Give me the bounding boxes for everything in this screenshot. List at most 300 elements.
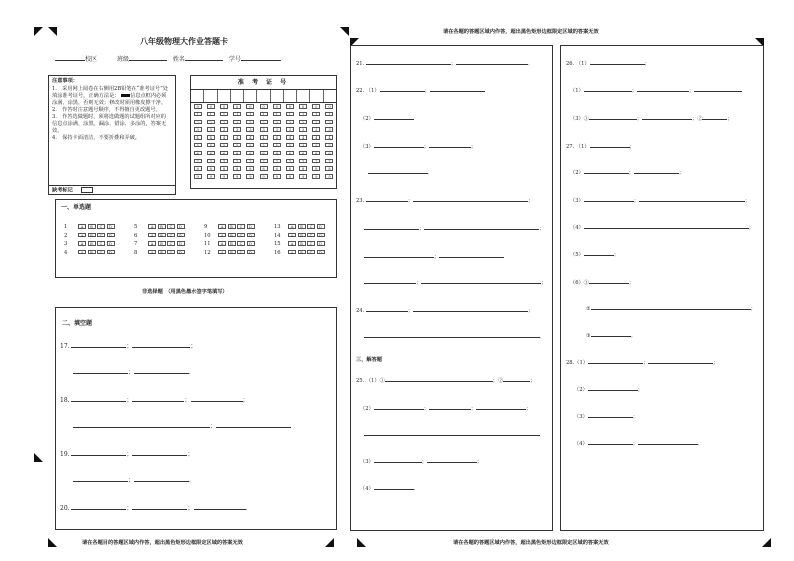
option-bubble[interactable]: A	[148, 241, 156, 246]
ticket-digit-bubble[interactable]: 7	[312, 159, 320, 164]
option-bubble[interactable]: C	[307, 250, 315, 255]
ticket-digit-bubble[interactable]: 4	[233, 135, 241, 140]
q22-blank-4[interactable]	[374, 141, 424, 148]
corner-mark-top-left-2	[48, 27, 57, 36]
ticket-digit-bubble[interactable]: 5	[233, 143, 241, 148]
right-answer-box	[560, 45, 764, 531]
ticket-digit-bubble[interactable]: 1	[220, 112, 228, 117]
option-bubble[interactable]: A	[78, 250, 86, 255]
ticket-digit-bubble[interactable]: 7	[299, 159, 307, 164]
q27-blank-8[interactable]	[589, 277, 629, 284]
option-bubble[interactable]: C	[307, 224, 315, 229]
q25-blank-2[interactable]	[503, 375, 530, 382]
ticket-digit-bubble[interactable]: 3	[220, 127, 228, 132]
q27-blank-7[interactable]	[584, 249, 614, 256]
q19-blank-3[interactable]	[73, 475, 128, 482]
option-bubble[interactable]: A	[78, 233, 86, 238]
ticket-digit-bubble[interactable]: 2	[273, 120, 281, 125]
ticket-bubble-column	[191, 104, 204, 182]
option-bubble[interactable]: B	[228, 241, 236, 246]
option-bubble[interactable]: B	[228, 224, 236, 229]
q23-blank-1[interactable]	[366, 195, 408, 202]
option-bubble[interactable]: D	[317, 250, 325, 255]
ticket-digit-bubble[interactable]: 1	[207, 112, 215, 117]
ticket-digit-bubble[interactable]: 3	[260, 127, 268, 132]
q28-blank-4[interactable]	[588, 411, 633, 418]
q17-blank-4[interactable]	[134, 367, 189, 374]
ticket-write-row	[191, 90, 336, 103]
ticket-digit-bubble[interactable]: 4	[312, 135, 320, 140]
option-bubble[interactable]: D	[107, 224, 115, 229]
q22-row-4: ．	[368, 167, 433, 177]
option-bubble[interactable]: A	[78, 241, 86, 246]
q23-blank-4[interactable]	[424, 223, 539, 230]
q27-blank-6[interactable]	[584, 222, 749, 229]
ticket-digit-bubble[interactable]: 1	[260, 112, 268, 117]
ticket-digit-bubble[interactable]: 0	[260, 104, 268, 109]
ticket-digit-bubble[interactable]: 3	[325, 127, 333, 132]
q26-blank-5[interactable]	[589, 113, 637, 120]
q18-blank-2[interactable]	[132, 395, 184, 402]
q28-blank-1[interactable]	[588, 357, 643, 364]
ticket-digit-bubble[interactable]: 1	[273, 112, 281, 117]
corner-mark-bottom-mid	[325, 538, 334, 547]
option-bubble[interactable]: C	[307, 233, 315, 238]
option-bubble[interactable]: D	[247, 233, 255, 238]
q25-blank-7[interactable]	[374, 456, 422, 463]
ticket-digit-bubble[interactable]: 7	[220, 159, 228, 164]
ticket-digit-bubble[interactable]: 3	[299, 127, 307, 132]
q27-blank-9[interactable]	[591, 303, 751, 310]
ticket-digit-bubble[interactable]: 6	[286, 151, 294, 156]
option-bubble[interactable]: A	[288, 224, 296, 229]
ticket-digit-bubble[interactable]: 7	[260, 159, 268, 164]
fill-sample-icon	[121, 94, 130, 97]
ticket-digit-bubble[interactable]: 4	[246, 135, 254, 140]
ticket-digit-bubble[interactable]: 3	[312, 127, 320, 132]
question-number: 4	[64, 249, 68, 256]
ticket-digit-bubble[interactable]: 2	[312, 120, 320, 125]
q26-blank-4[interactable]	[694, 85, 742, 92]
q27-blank-4[interactable]	[584, 195, 634, 202]
ticket-digit-bubble[interactable]: 1	[246, 112, 254, 117]
ticket-digit-bubble[interactable]: 0	[325, 104, 333, 109]
q20-blank-3[interactable]	[194, 503, 246, 510]
q25-blank-6[interactable]	[364, 429, 540, 436]
q26-blank-6[interactable]	[642, 113, 692, 120]
ticket-digit-bubble[interactable]: 0	[312, 104, 320, 109]
q20-blank-2[interactable]	[132, 503, 187, 510]
q24-blank-2[interactable]	[413, 305, 528, 312]
ticket-digit-bubble[interactable]: 9	[260, 174, 268, 179]
q18-blank-3[interactable]	[191, 395, 243, 402]
option-bubble[interactable]: C	[97, 233, 105, 238]
notice-item-4: 4. 保持卡面清洁，不要折叠和弄破。	[52, 135, 140, 141]
single-choice-question	[274, 241, 326, 248]
q27-blank-1[interactable]	[590, 141, 630, 148]
class-blank[interactable]	[129, 54, 167, 61]
ticket-digit-bubble[interactable]: 6	[325, 151, 333, 156]
option-bubble[interactable]: B	[298, 224, 306, 229]
option-bubble[interactable]: C	[237, 241, 245, 246]
q21-blank-1[interactable]	[366, 58, 451, 65]
question-number: 6	[134, 232, 138, 239]
ticket-write-cell[interactable]	[324, 90, 336, 102]
option-bubble[interactable]: B	[88, 224, 96, 229]
q23-blank-5[interactable]	[364, 251, 434, 258]
ticket-digit-bubble[interactable]: 9	[233, 174, 241, 179]
option-bubble[interactable]: D	[107, 241, 115, 246]
ticket-write-cell[interactable]	[244, 90, 257, 102]
option-bubble[interactable]: A	[288, 233, 296, 238]
ticket-digit-bubble[interactable]: 0	[299, 104, 307, 109]
option-bubble[interactable]: C	[237, 233, 245, 238]
q26-number: 26.	[566, 61, 575, 67]
option-bubble[interactable]: B	[158, 233, 166, 238]
ticket-digit-bubble[interactable]: 2	[207, 120, 215, 125]
ticket-digit-bubble[interactable]: 0	[220, 104, 228, 109]
ticket-digit-bubble[interactable]: 1	[233, 112, 241, 117]
option-bubble[interactable]: A	[218, 224, 226, 229]
ticket-digit-bubble[interactable]: 6	[220, 151, 228, 156]
ticket-digit-bubble[interactable]: 0	[194, 104, 202, 109]
ticket-number-box	[190, 75, 337, 189]
q17-number: 17.	[60, 343, 70, 350]
single-choice-question	[274, 250, 326, 257]
option-bubble[interactable]: B	[158, 250, 166, 255]
ticket-bubble-column	[231, 104, 244, 182]
q20-row-1: 20. ； ； ．	[60, 505, 252, 512]
q19-number: 19.	[60, 451, 70, 458]
question-number: 16	[274, 249, 281, 256]
ticket-digit-bubble[interactable]: 7	[233, 159, 241, 164]
ticket-digit-bubble[interactable]: 6	[246, 151, 254, 156]
ticket-digit-bubble[interactable]: 8	[246, 166, 254, 171]
q28-blank-5[interactable]	[588, 438, 633, 445]
option-bubble[interactable]: C	[237, 224, 245, 229]
ticket-digit-bubble[interactable]: 9	[220, 174, 228, 179]
ticket-bubble-column	[204, 104, 217, 182]
q27-blank-3[interactable]	[634, 167, 679, 174]
q23-blank-8[interactable]	[421, 277, 541, 284]
q27-blank-10[interactable]	[591, 330, 631, 337]
ticket-digit-bubble[interactable]: 7	[325, 159, 333, 164]
ticket-write-cell[interactable]	[271, 90, 284, 102]
ticket-digit-bubble[interactable]: 6	[299, 151, 307, 156]
ticket-digit-bubble[interactable]: 1	[325, 112, 333, 117]
ticket-digit-bubble[interactable]: 5	[207, 143, 215, 148]
question-number: 13	[274, 224, 281, 230]
ticket-write-cell[interactable]	[297, 90, 310, 102]
name-blank[interactable]	[185, 54, 223, 61]
ticket-write-cell[interactable]	[218, 90, 231, 102]
ticket-digit-bubble[interactable]: 5	[220, 143, 228, 148]
ticket-digit-bubble[interactable]: 0	[246, 104, 254, 109]
ticket-digit-bubble[interactable]: 9	[299, 174, 307, 179]
option-bubble[interactable]: D	[107, 250, 115, 255]
notice-item-1: 1. 采用网上阅卷在右侧用2B铅笔在“准考证号”处填涂准考证号，正确方法是： 信息点框内必须涂满、涂黑，否则无效；修改时须用橡皮擦干净。	[52, 86, 168, 106]
q22-blank-1[interactable]	[380, 85, 425, 92]
ticket-digit-bubble[interactable]: 9	[286, 174, 294, 179]
q19-blank-2[interactable]	[132, 449, 187, 456]
ticket-digit-bubble[interactable]: 3	[194, 127, 202, 132]
q19-row-2: ； ．	[73, 475, 195, 485]
q19-blank-1[interactable]	[71, 449, 126, 456]
ticket-write-cell[interactable]	[257, 90, 270, 102]
ticket-digit-bubble[interactable]: 4	[194, 135, 202, 140]
option-bubble[interactable]: B	[158, 224, 166, 229]
option-bubble[interactable]: B	[88, 241, 96, 246]
option-bubble[interactable]: C	[167, 233, 175, 238]
question-number: 9	[204, 224, 208, 230]
q23-blank-2[interactable]	[413, 195, 528, 202]
option-bubble[interactable]: A	[288, 250, 296, 255]
q18-blank-5[interactable]	[216, 421, 291, 428]
q27-row-1: 27. （1） ；	[566, 141, 635, 151]
option-bubble[interactable]: B	[88, 233, 96, 238]
ticket-digit-bubble[interactable]: 7	[273, 159, 281, 164]
single-choice-question	[204, 233, 256, 240]
option-bubble[interactable]: A	[288, 241, 296, 246]
ticket-digit-bubble[interactable]: 7	[246, 159, 254, 164]
q25-blank-8[interactable]	[427, 456, 477, 463]
q20-blank-1[interactable]	[71, 503, 126, 510]
ticket-digit-bubble[interactable]: 2	[299, 120, 307, 125]
ticket-digit-bubble[interactable]: 0	[286, 104, 294, 109]
ticket-digit-bubble[interactable]: 3	[233, 127, 241, 132]
q17-blank-3[interactable]	[73, 367, 128, 374]
ticket-write-cell[interactable]	[284, 90, 297, 102]
q26-blank-7[interactable]	[702, 113, 727, 120]
q28-blank-2[interactable]	[648, 357, 713, 364]
ticket-digit-bubble[interactable]: 9	[273, 174, 281, 179]
ticket-digit-bubble[interactable]: 0	[233, 104, 241, 109]
ticket-digit-bubble[interactable]: 3	[273, 127, 281, 132]
ticket-digit-bubble[interactable]: 1	[194, 112, 202, 117]
ticket-write-cell[interactable]	[191, 90, 204, 102]
ticket-digit-bubble[interactable]: 3	[286, 127, 294, 132]
option-bubble[interactable]: B	[228, 250, 236, 255]
ticket-digit-bubble[interactable]: 5	[299, 143, 307, 148]
q25-blank-4[interactable]	[429, 403, 471, 410]
ticket-digit-bubble[interactable]: 0	[207, 104, 215, 109]
ticket-digit-bubble[interactable]: 2	[233, 120, 241, 125]
ticket-digit-bubble[interactable]: 2	[220, 120, 228, 125]
option-bubble[interactable]: C	[167, 224, 175, 229]
option-bubble[interactable]: D	[247, 224, 255, 229]
ticket-digit-bubble[interactable]: 8	[207, 166, 215, 171]
q27-blank-5[interactable]	[639, 195, 745, 202]
single-choice-question	[204, 224, 256, 231]
ticket-digit-bubble[interactable]: 5	[312, 143, 320, 148]
ticket-digit-bubble[interactable]: 9	[246, 174, 254, 179]
q27-row-8: ③ 。	[586, 330, 636, 340]
ticket-digit-bubble[interactable]: 2	[325, 120, 333, 125]
q23-blank-3[interactable]	[364, 223, 419, 230]
ticket-write-cell[interactable]	[204, 90, 217, 102]
option-bubble[interactable]: D	[177, 241, 185, 246]
ticket-digit-bubble[interactable]: 4	[299, 135, 307, 140]
top-note: 请在各题的答题区域内作答，超出黑色矩形边框限定区域的答案无效	[443, 29, 599, 35]
ticket-digit-bubble[interactable]: 5	[194, 143, 202, 148]
q18-blank-1[interactable]	[71, 395, 126, 402]
q17-blank-2[interactable]	[132, 341, 190, 348]
option-bubble[interactable]: C	[97, 224, 105, 229]
ticket-digit-bubble[interactable]: 9	[325, 174, 333, 179]
ticket-digit-bubble[interactable]: 8	[273, 166, 281, 171]
student-id-blank[interactable]	[241, 54, 281, 61]
q17-blank-1[interactable]	[71, 341, 126, 348]
ticket-digit-bubble[interactable]: 8	[325, 166, 333, 171]
ticket-digit-bubble[interactable]: 8	[286, 166, 294, 171]
option-bubble[interactable]: C	[97, 250, 105, 255]
option-bubble[interactable]: A	[218, 241, 226, 246]
option-bubble[interactable]: C	[307, 241, 315, 246]
ticket-digit-bubble[interactable]: 5	[286, 143, 294, 148]
option-bubble[interactable]: A	[218, 233, 226, 238]
ticket-digit-bubble[interactable]: 6	[194, 151, 202, 156]
student-id-label: 学号	[228, 56, 241, 63]
ticket-digit-bubble[interactable]: 6	[273, 151, 281, 156]
option-bubble[interactable]: B	[298, 250, 306, 255]
option-bubble[interactable]: A	[78, 224, 86, 229]
q26-blank-3[interactable]	[637, 85, 689, 92]
ticket-digit-bubble[interactable]: 9	[207, 174, 215, 179]
ticket-digit-bubble[interactable]: 8	[312, 166, 320, 171]
option-bubble[interactable]: D	[317, 233, 325, 238]
ticket-bubble-grid	[191, 104, 336, 182]
ticket-digit-bubble[interactable]: 8	[260, 166, 268, 171]
q22-blank-3[interactable]	[374, 113, 414, 120]
q22-blank-2[interactable]	[430, 85, 485, 92]
ticket-write-cell[interactable]	[231, 90, 244, 102]
ticket-digit-bubble[interactable]: 4	[220, 135, 228, 140]
absent-checkbox[interactable]	[81, 187, 93, 193]
ticket-title: 准 考 证 号	[237, 79, 290, 86]
option-bubble[interactable]: D	[177, 250, 185, 255]
option-bubble[interactable]: D	[317, 224, 325, 229]
ticket-digit-bubble[interactable]: 2	[286, 120, 294, 125]
corner-mark-bottom-left	[48, 538, 57, 547]
q23-blank-6[interactable]	[439, 251, 504, 258]
ticket-digit-bubble[interactable]: 6	[312, 151, 320, 156]
q26-blank-1[interactable]	[590, 58, 645, 65]
campus-label: 校区	[85, 56, 98, 63]
option-bubble[interactable]: B	[228, 233, 236, 238]
q27-row-7: ② ；	[586, 303, 756, 313]
ticket-digit-bubble[interactable]: 3	[246, 127, 254, 132]
ticket-digit-bubble[interactable]: 8	[233, 166, 241, 171]
option-bubble[interactable]: C	[97, 241, 105, 246]
ticket-digit-bubble[interactable]: 8	[299, 166, 307, 171]
ticket-digit-bubble[interactable]: 8	[220, 166, 228, 171]
ticket-digit-bubble[interactable]: 1	[299, 112, 307, 117]
ticket-digit-bubble[interactable]: 4	[286, 135, 294, 140]
q19-blank-4[interactable]	[134, 475, 189, 482]
ticket-bubble-column	[283, 104, 296, 182]
q24-row-1: 24. ； ；	[356, 305, 533, 315]
ticket-digit-bubble[interactable]: 5	[273, 143, 281, 148]
q23-blank-7[interactable]	[364, 277, 416, 284]
ticket-digit-bubble[interactable]: 1	[286, 112, 294, 117]
q26-blank-2[interactable]	[584, 85, 632, 92]
question-number: 11	[204, 241, 211, 247]
ticket-digit-bubble[interactable]: 5	[325, 143, 333, 148]
option-bubble[interactable]: C	[167, 241, 175, 246]
option-bubble[interactable]: A	[148, 224, 156, 229]
option-bubble[interactable]: C	[237, 250, 245, 255]
q28-blank-6[interactable]	[638, 438, 698, 445]
ticket-digit-bubble[interactable]: 1	[312, 112, 320, 117]
q25-blank-9[interactable]	[374, 483, 414, 490]
campus-blank[interactable]	[55, 54, 85, 61]
option-bubble[interactable]: B	[158, 241, 166, 246]
ticket-digit-bubble[interactable]: 4	[260, 135, 268, 140]
option-bubble[interactable]: A	[148, 250, 156, 255]
q27-blank-2[interactable]	[584, 167, 629, 174]
q28-blank-3[interactable]	[588, 384, 638, 391]
option-bubble[interactable]: B	[298, 241, 306, 246]
ticket-digit-bubble[interactable]: 7	[286, 159, 294, 164]
q25-blank-5[interactable]	[476, 403, 526, 410]
option-bubble[interactable]: D	[317, 241, 325, 246]
q22-blank-6[interactable]	[368, 167, 428, 174]
option-bubble[interactable]: D	[247, 250, 255, 255]
ticket-bubble-column	[297, 104, 310, 182]
option-bubble[interactable]: C	[167, 250, 175, 255]
q26-row-2: （1） ； ；	[570, 85, 742, 95]
ticket-digit-bubble[interactable]: 2	[246, 120, 254, 125]
option-bubble[interactable]: B	[298, 233, 306, 238]
ticket-digit-bubble[interactable]: 7	[194, 159, 202, 164]
ticket-digit-bubble[interactable]: 6	[260, 151, 268, 156]
q23-row-1: 23. ； ；	[356, 195, 533, 205]
ticket-digit-bubble[interactable]: 0	[273, 104, 281, 109]
option-bubble[interactable]: D	[107, 233, 115, 238]
ticket-digit-bubble[interactable]: 4	[325, 135, 333, 140]
option-bubble[interactable]: A	[218, 250, 226, 255]
q18-blank-4[interactable]	[73, 421, 210, 428]
ticket-digit-bubble[interactable]: 5	[246, 143, 254, 148]
option-bubble[interactable]: D	[177, 224, 185, 229]
ticket-write-cell[interactable]	[310, 90, 323, 102]
q25-blank-3[interactable]	[374, 403, 424, 410]
q24-blank-1[interactable]	[366, 305, 408, 312]
ticket-digit-bubble[interactable]: 2	[194, 120, 202, 125]
option-bubble[interactable]: D	[177, 233, 185, 238]
option-bubble[interactable]: A	[148, 233, 156, 238]
ticket-digit-bubble[interactable]: 2	[260, 120, 268, 125]
q22-blank-5[interactable]	[429, 141, 471, 148]
ticket-bubble-column	[310, 104, 323, 182]
q24-blank-3[interactable]	[364, 331, 540, 338]
ticket-digit-bubble[interactable]: 8	[194, 166, 202, 171]
ticket-digit-bubble[interactable]: 9	[194, 174, 202, 179]
q25-blank-1[interactable]	[385, 375, 493, 382]
ticket-digit-bubble[interactable]: 4	[273, 135, 281, 140]
notice-box	[48, 75, 176, 195]
ticket-digit-bubble[interactable]: 7	[207, 159, 215, 164]
ticket-digit-bubble[interactable]: 6	[233, 151, 241, 156]
ticket-digit-bubble[interactable]: 5	[260, 143, 268, 148]
option-bubble[interactable]: B	[88, 250, 96, 255]
ticket-digit-bubble[interactable]: 6	[207, 151, 215, 156]
ticket-digit-bubble[interactable]: 9	[312, 174, 320, 179]
q21-blank-2[interactable]	[456, 58, 528, 65]
option-bubble[interactable]: D	[247, 241, 255, 246]
ticket-digit-bubble[interactable]: 4	[207, 135, 215, 140]
ticket-digit-bubble[interactable]: 3	[207, 127, 215, 132]
